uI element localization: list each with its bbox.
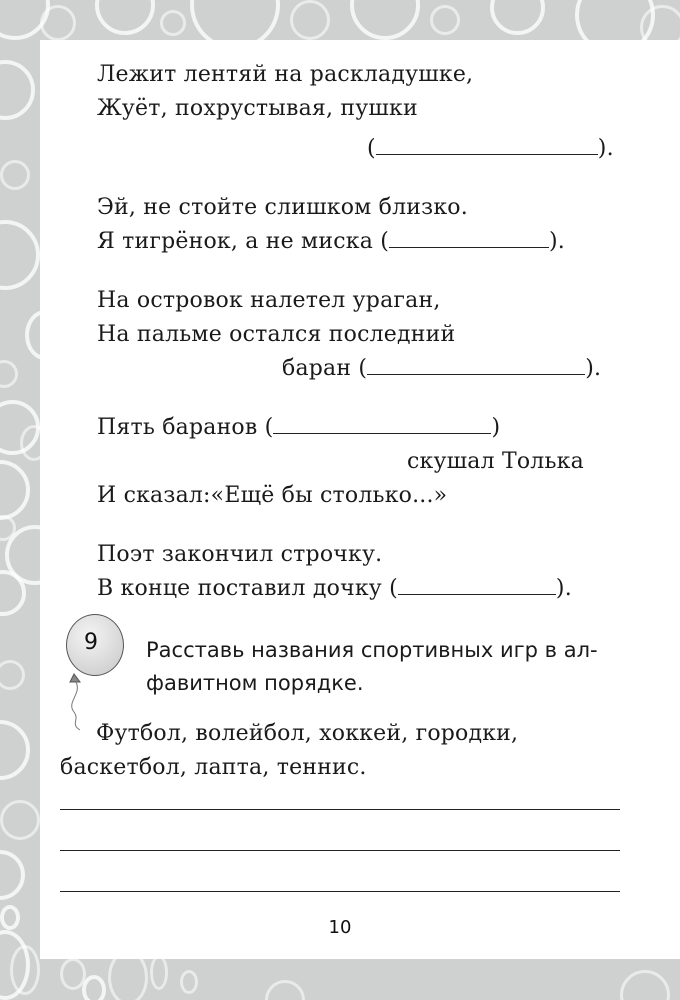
task-instruction-line-1: Расставь названия спортивных игр в ал-: [146, 638, 598, 662]
poem-1-line-1: Лежит лентяй на раскладушке,: [97, 62, 474, 87]
answer-blank-2[interactable]: [389, 227, 549, 248]
poem-1-answer: [367, 132, 614, 166]
answer-blank-5[interactable]: [398, 574, 556, 595]
balloon-string-icon: [60, 672, 100, 732]
poem-5-line-1: Поэт закончил строчку.: [97, 542, 383, 567]
task-instruction-line-2: фавитном порядке.: [146, 671, 364, 695]
answer-blank-1[interactable]: [376, 134, 598, 155]
poem-2-line-2: Я тигрёнок, а не миска ( ).: [97, 229, 565, 254]
task-words-line-2: баскетбол, лапта, теннис.: [60, 755, 367, 780]
answer-line-2[interactable]: [60, 850, 620, 851]
task-number: 9: [84, 630, 98, 655]
poem-1-line-2: Жуёт, похрустывая, пушки: [97, 96, 418, 121]
poem-4-line-1: Пять баранов ( ): [97, 415, 501, 440]
poem-4-line-2: скушал Толька: [407, 449, 584, 474]
paren-open: (: [367, 136, 376, 161]
poem-3-line-1: На островок налетел ураган,: [97, 288, 441, 313]
task-words-line-1: Футбол, волейбол, хоккей, городки,: [96, 721, 519, 746]
poem-3-line-2: На пальме остался последний: [97, 322, 456, 347]
answer-blank-3[interactable]: [367, 354, 585, 375]
paren-close: ).: [597, 136, 614, 161]
page-number: 10: [328, 917, 352, 938]
poem-4-line-3: И сказал:«Ещё бы столько...»: [97, 483, 448, 508]
answer-line-3[interactable]: [60, 891, 620, 892]
answer-line-1[interactable]: [60, 809, 620, 810]
answer-blank-4[interactable]: [273, 413, 491, 434]
poem-2-line-1: Эй, не стойте слишком близко.: [97, 195, 468, 220]
poem-5-line-2: В конце поставил дочку ( ).: [97, 576, 572, 601]
poem-3-line-3: баран ( ).: [282, 356, 602, 381]
